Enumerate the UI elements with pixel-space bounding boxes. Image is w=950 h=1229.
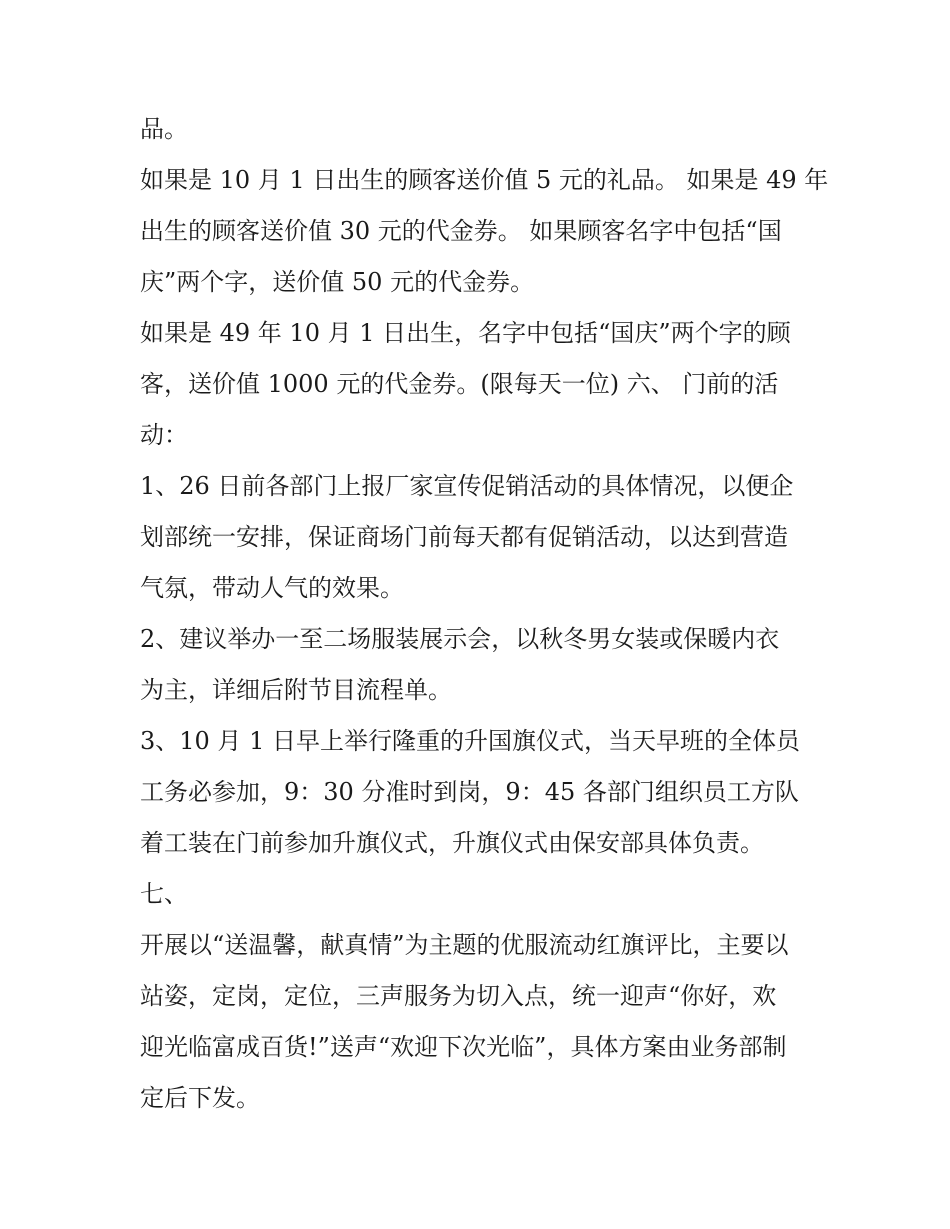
text-line: 3、10 月 1 日早上举行隆重的升国旗仪式，当天早班的全体员: [140, 727, 800, 755]
text-line: 迎光临富成百货!”送声“欢迎下次光临”，具体方案由业务部制: [140, 1033, 787, 1061]
text-line: 为主，详细后附节目流程单。: [140, 676, 452, 704]
text-line: 品。: [140, 115, 188, 143]
text-line: 着工装在门前参加升旗仪式，升旗仪式由保安部具体负责。: [140, 829, 764, 857]
text-line: 开展以“送温馨，献真情”为主题的优服流动红旗评比，主要以: [140, 931, 789, 959]
text-line: 工务必参加，9：30 分准时到岗，9：45 各部门组织员工方队: [140, 778, 799, 806]
text-line: 定后下发。: [140, 1084, 260, 1112]
text-line: 站姿，定岗，定位，三声服务为切入点，统一迎声“你好，欢: [140, 982, 777, 1010]
text-line: 如果是 10 月 1 日出生的顾客送价值 5 元的礼品。 如果是 49 年: [140, 166, 829, 194]
text-line: 2、建议举办一至二场服装展示会，以秋冬男女装或保暖内衣: [140, 625, 780, 653]
text-line: 如果是 49 年 10 月 1 日出生，名字中包括“国庆”两个字的顾: [140, 319, 791, 347]
text-line: 客，送价值 1000 元的代金券。(限每天一位) 六、 门前的活: [140, 370, 779, 398]
document-body: [140, 104, 829, 1124]
text-line: 气氛，带动人气的效果。: [140, 574, 404, 602]
text-line: 七、: [140, 880, 188, 908]
text-line: 1、26 日前各部门上报厂家宣传促销活动的具体情况，以便企: [140, 472, 794, 500]
text-line: 庆”两个字，送价值 50 元的代金券。: [140, 268, 535, 296]
text-line: 动：: [140, 421, 188, 449]
text-line: 划部统一安排，保证商场门前每天都有促销活动，以达到营造: [140, 523, 788, 551]
text-line: 出生的顾客送价值 30 元的代金券。 如果顾客名字中包括“国: [140, 217, 782, 245]
